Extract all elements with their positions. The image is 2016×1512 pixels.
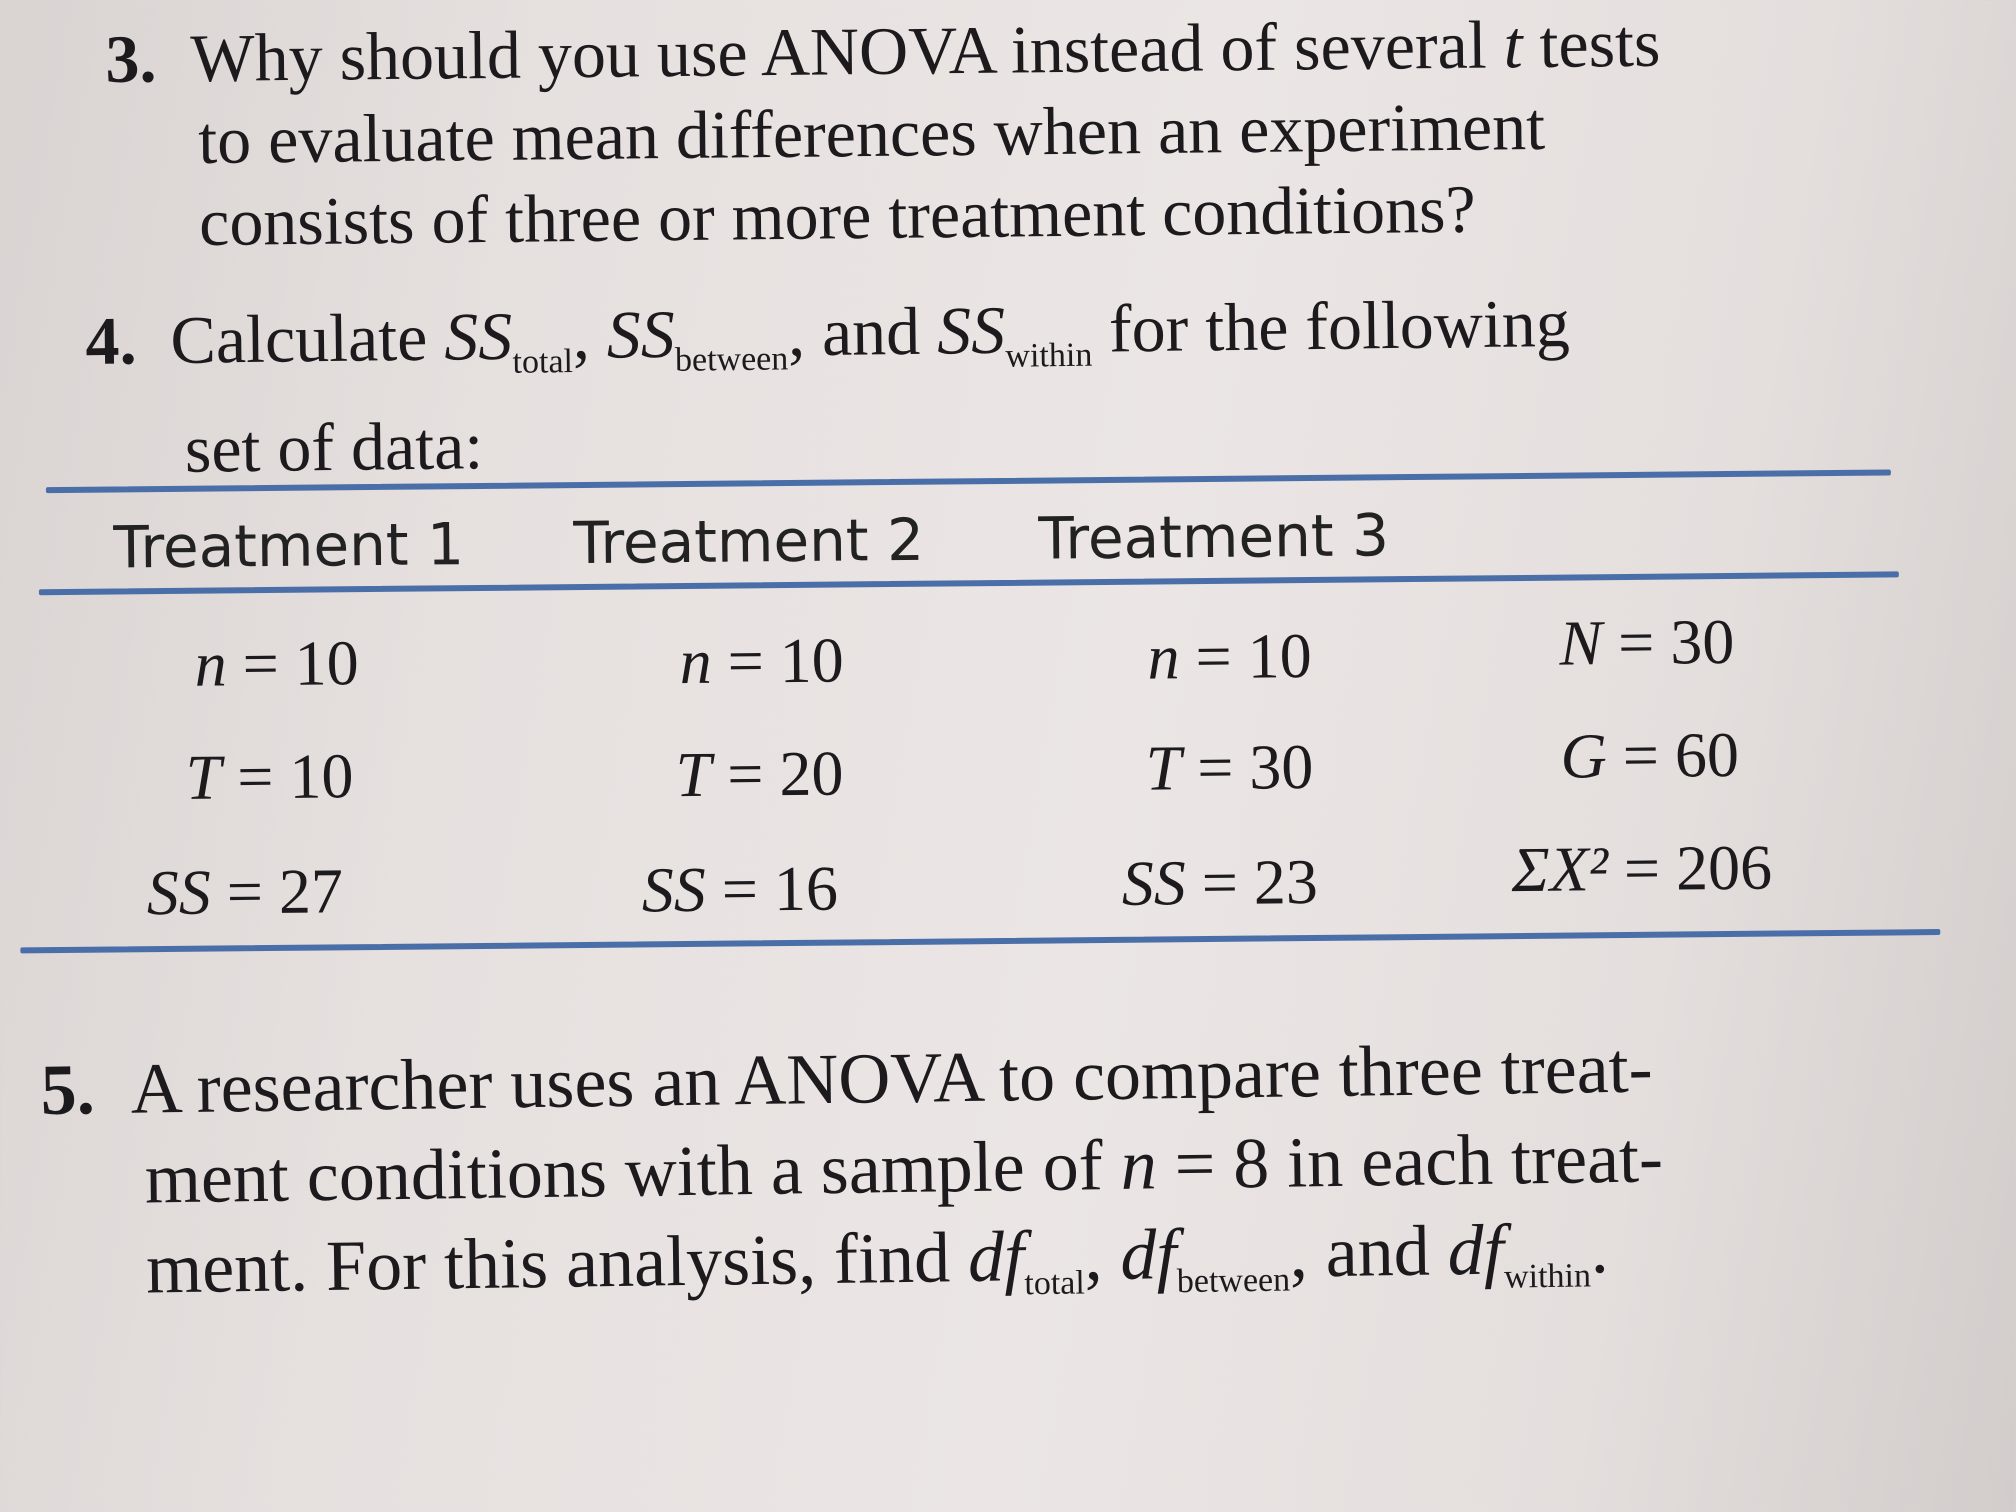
table-cell-n2: n = 10 xyxy=(679,624,845,698)
question-3-line-2: to evaluate mean differences when an experiment xyxy=(197,87,1546,179)
question-4-line-2: set of data: xyxy=(184,407,484,487)
table-cell-G: G = 60 xyxy=(1560,718,1740,792)
table-cell-n1: n = 10 xyxy=(194,627,360,700)
table-cell-T2: T = 20 xyxy=(675,737,844,811)
question-5-line-2: ment conditions with a sample of n = 8 in each treat- xyxy=(144,1117,1664,1219)
question-4-line-1: 4. Calculate $SS_{total}$, $SS_{between}$, and $SS_{within}$ for the following xyxy=(85,284,1571,381)
question-3-number: 3. xyxy=(105,20,157,97)
header-treatment-2: Treatment 2 xyxy=(573,505,925,578)
table-cell-n3: n = 10 xyxy=(1147,620,1313,693)
table-cell-SS1: SS = 27 xyxy=(146,855,344,929)
table-cell-T1: T = 10 xyxy=(185,740,354,813)
table-cell-sumX2: ΣX² = 206 xyxy=(1511,831,1773,906)
question-4-number: 4. xyxy=(85,302,137,379)
question-5-line-3: ment. For this analysis, find $df_{total}$, $df_{between}$, and $df_{within}$. xyxy=(145,1208,1610,1309)
question-5-line-1: 5. A researcher uses an ANOVA to compare three treat- xyxy=(40,1027,1654,1130)
header-treatment-1: Treatment 1 xyxy=(113,510,465,582)
question-5-number: 5. xyxy=(40,1049,96,1130)
table-cell-N: N = 30 xyxy=(1559,605,1735,679)
header-treatment-3: Treatment 3 xyxy=(1038,501,1390,573)
table-bottom-rule xyxy=(20,929,1940,953)
table-cell-SS3: SS = 23 xyxy=(1121,845,1319,919)
table-top-rule xyxy=(46,469,1891,493)
table-cell-T3: T = 30 xyxy=(1145,730,1314,804)
question-3-line-1: 3. Why should you use ANOVA instead of several t tests xyxy=(105,4,1661,97)
table-cell-SS2: SS = 16 xyxy=(641,852,839,926)
question-5 xyxy=(40,1022,1665,1343)
question-3-line-3: consists of three or more treatment conditions? xyxy=(198,170,1477,261)
